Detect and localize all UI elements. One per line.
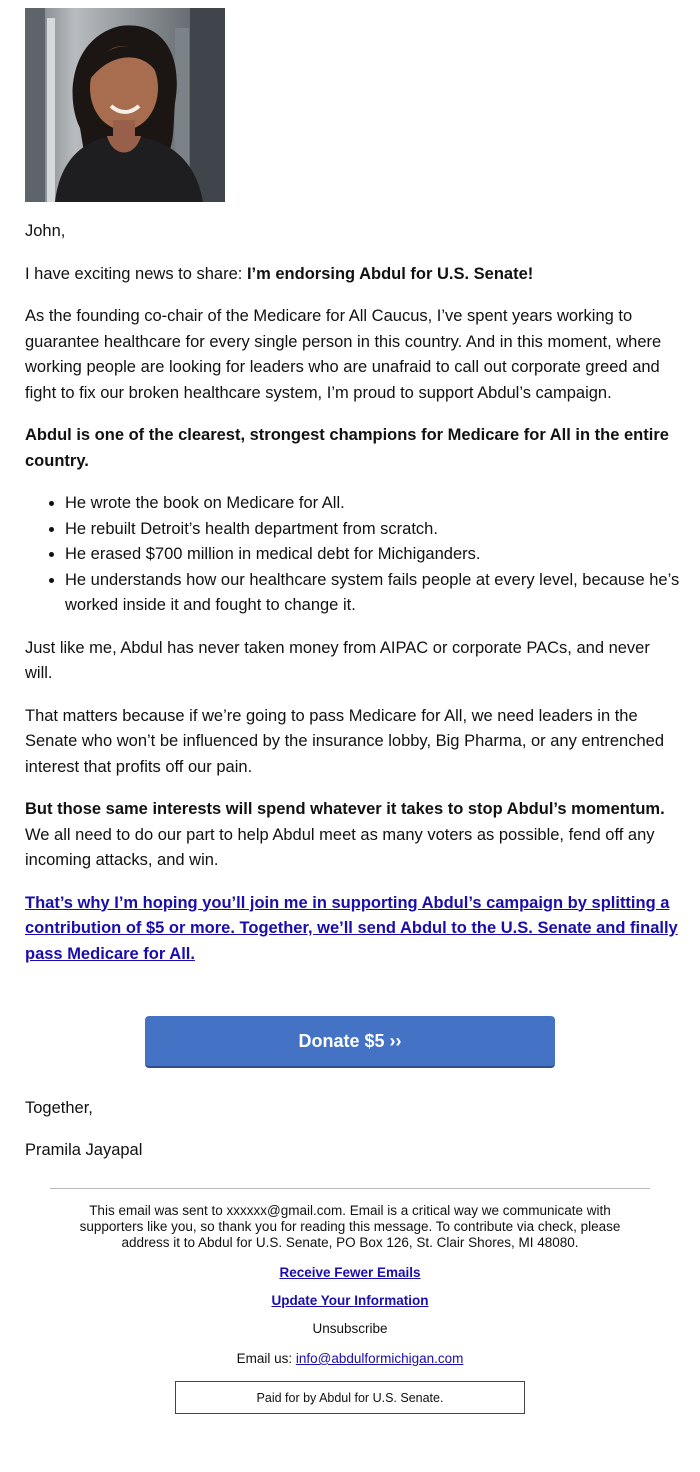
paid-for-disclaimer: Paid for by Abdul for U.S. Senate. bbox=[175, 1381, 525, 1414]
cta-paragraph bbox=[25, 891, 680, 968]
greeting: John, bbox=[25, 222, 66, 240]
email-address-link[interactable]: info@abdulformichigan.com bbox=[295, 1351, 464, 1366]
email-us-row bbox=[50, 1351, 650, 1367]
caucus-paragraph: As the founding co-chair of the Medicare for All Caucus, I’ve spent years working to guarantee healthcare for every single person in this country. And in this moment, where working people are looking for leaders who are unafraid to call out corporate greed and fight to fix our broken healthcare system, I’m proud to support Abdul’s campaign. bbox=[25, 307, 662, 402]
accomplishments-list bbox=[25, 491, 680, 619]
announcement-paragraph bbox=[25, 262, 680, 288]
update-information-link[interactable]: Update Your Information bbox=[271, 1293, 429, 1308]
momentum-paragraph bbox=[25, 797, 680, 874]
momentum-bold: But those same interests will spend whatever it takes to stop Abdul’s momentum. bbox=[25, 800, 665, 818]
champion-paragraph: Abdul is one of the clearest, strongest champions for Medicare for All in the entire country. bbox=[25, 426, 669, 470]
list-item: • He rebuilt Detroit’s health department from scratch. bbox=[65, 517, 680, 543]
announcement-bold: I’m endorsing Abdul for U.S. Senate! bbox=[246, 264, 534, 283]
signature: Pramila Jayapal bbox=[25, 1141, 143, 1159]
announcement-lead: I have exciting news to share: bbox=[25, 264, 247, 283]
portrait-photo bbox=[25, 8, 225, 202]
donate-button[interactable]: Donate $5 ›› bbox=[145, 1016, 555, 1068]
list-item: • He erased $700 million in medical debt for Michiganders. bbox=[65, 542, 680, 568]
footer bbox=[50, 1203, 650, 1414]
receive-fewer-emails-link[interactable]: Receive Fewer Emails bbox=[279, 1265, 421, 1280]
signoff-block bbox=[25, 1096, 142, 1180]
unsubscribe-link[interactable]: Unsubscribe bbox=[312, 1321, 388, 1336]
footer-divider bbox=[50, 1188, 650, 1189]
signoff: Together, bbox=[25, 1099, 93, 1117]
letter-body bbox=[25, 219, 680, 984]
matters-paragraph: That matters because if we’re going to pass Medicare for All, we need leaders in the Senate who won’t be influenced by the insurance lobby, Big Pharma, or any entrenched interest that profits off our pain. bbox=[25, 706, 665, 776]
email-us-label: Email us: bbox=[236, 1351, 296, 1366]
footer-notice: This email was sent to xxxxxx@gmail.com. Email is a critical way we communicate with supporters like you, so thank you for reading this message. To contribute via check, please address it to Abdul for U.S. Senate, PO Box 126, St. Clair Shores, MI 48080. bbox=[79, 1203, 621, 1250]
list-item: • He wrote the book on Medicare for All. bbox=[65, 491, 680, 517]
aipac-paragraph: Just like me, Abdul has never taken money from AIPAC or corporate PACs, and never will. bbox=[25, 638, 650, 682]
donate-container bbox=[145, 1016, 555, 1070]
momentum-rest: We all need to do our part to help Abdul meet as many voters as possible, fend off any incoming attacks, and win. bbox=[25, 825, 655, 869]
contribution-link[interactable]: That’s why I’m hoping you’ll join me in supporting Abdul’s campaign by splitting a contribution of $5 or more. Together, we’ll send Abdul to the U.S. Senate and finally pass Medicare for All. bbox=[25, 893, 678, 963]
list-item: • He understands how our healthcare system fails people at every level, because he’s worked inside it and fought to change it. bbox=[65, 568, 680, 619]
